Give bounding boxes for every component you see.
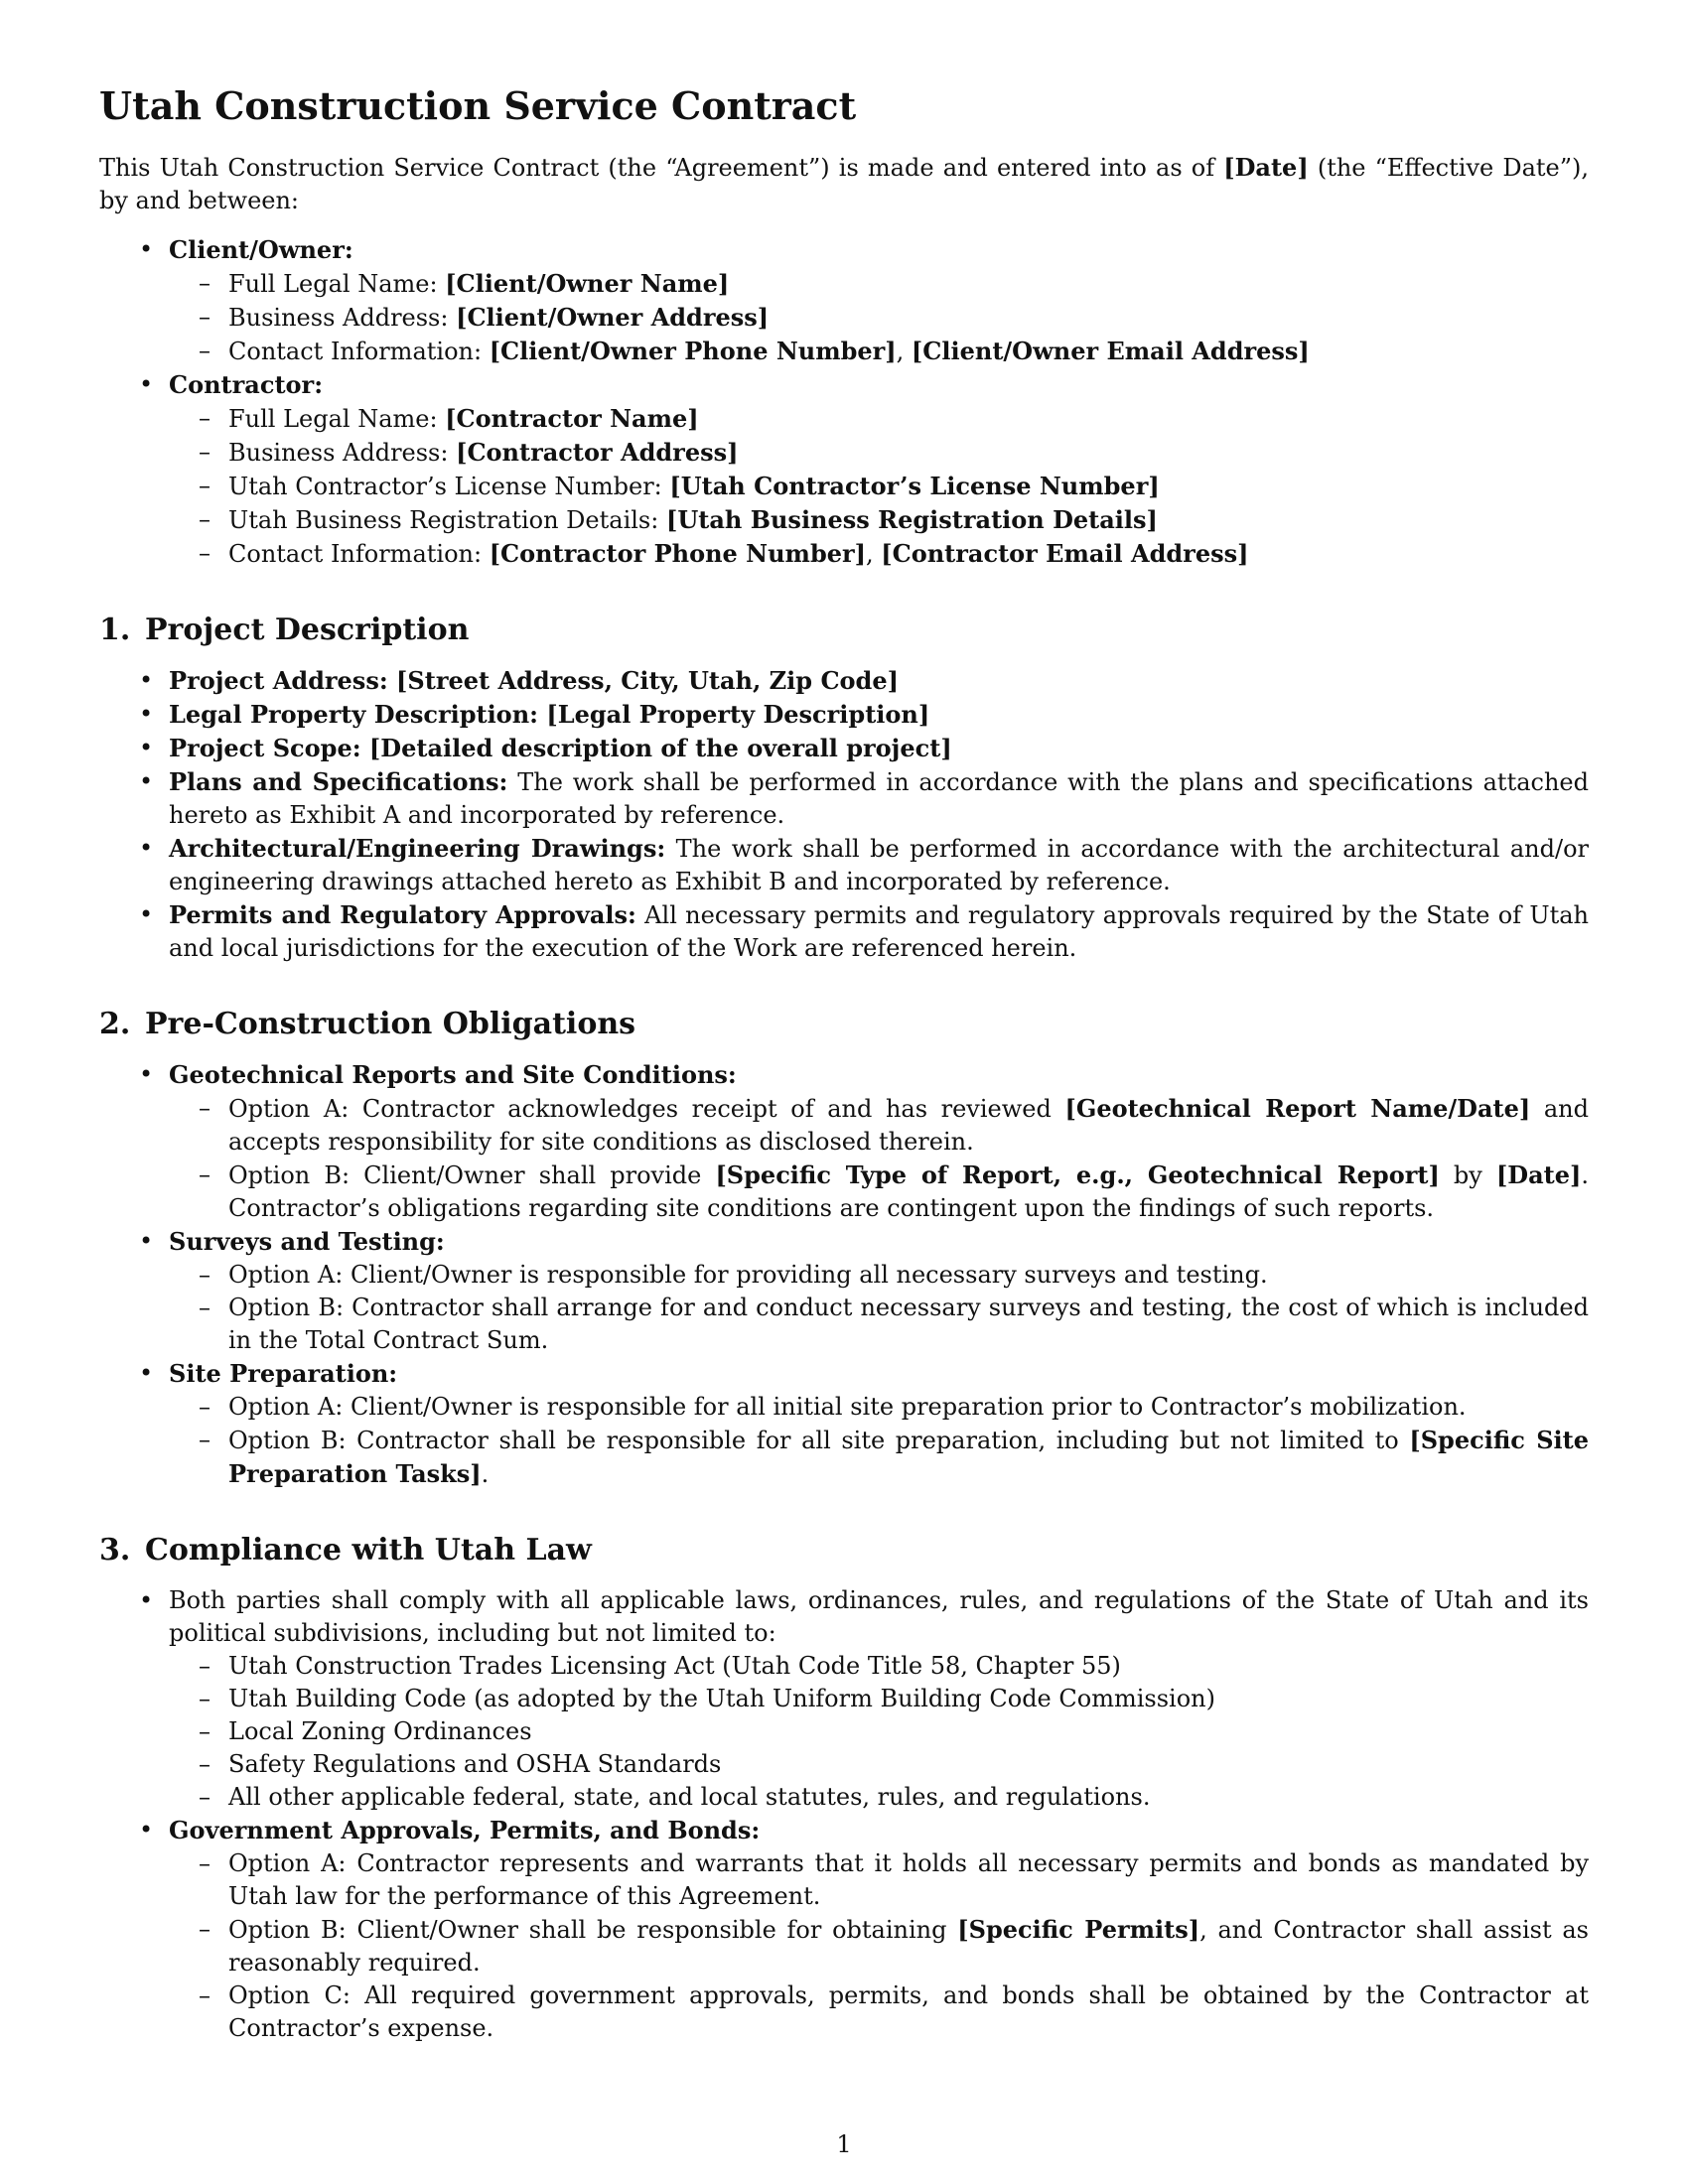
list-item: – Option C: All required government approvals, permits, and bonds shall be obtained by the Contractor at Contractor’s expense. (169, 1979, 1589, 2045)
list-item: • Plans and Specifications: The work shall be performed in accordance with the plans and specifications attached hereto as Exhibit A and incorporated by reference. (99, 765, 1589, 832)
list-item: • Geotechnical Reports and Site Conditions: – Option A: Contractor acknowledges receipt of and has reviewed [Geotechnical Report Name/Date] and accepts responsibility for site conditions as disclosed therein. – Option B: Client/Owner shall provide [Specific Type of Report, e.g., Geotechnical Report] by [Date]. Contractor’s obligations regarding site conditions are contingent upon the findings of such reports. (99, 1058, 1589, 1225)
list-item: – Utah Construction Trades Licensing Act (Utah Code Title 58, Chapter 55) (169, 1650, 1589, 1683)
list-item: • Project Address: [Street Address, City, Utah, Zip Code] (99, 664, 1589, 698)
list-item: – All other applicable federal, state, and local statutes, rules, and regulations. (169, 1781, 1589, 1814)
list-item: – Full Legal Name: [Client/Owner Name] (169, 267, 1589, 301)
party-label: Client/Owner: (169, 235, 353, 264)
page-number: 1 (836, 2130, 852, 2158)
list-item: – Utah Contractor’s License Number: [Utah Contractor’s License Number] (169, 470, 1589, 503)
list-item: • Architectural/Engineering Drawings: The work shall be performed in accordance with the architectural and/or engineering drawings attached hereto as Exhibit B and incorporated by reference. (99, 832, 1589, 898)
list-item: – Option B: Contractor shall be responsible for all site preparation, including but not limited to [Specific Site Preparation Tasks]. (169, 1424, 1589, 1491)
list-item: • Both parties shall comply with all applicable laws, ordinances, rules, and regulations of the State of Utah and its political subdivisions, including but not limited to: – Utah Construction Trades Licensing Act (Utah Code Title 58, Chapter 55) – Utah Building Code (as adopted by the Utah Uniform Building Code Commission) – Local Zoning Ordinances – Safety Regulations and OSHA Standards – All other applicable federal, state, and local statutes, rules, and regulations. (99, 1584, 1589, 1814)
list-item: – Business Address: [Contractor Address] (169, 436, 1589, 470)
list-item: • Project Scope: [Detailed description of the overall project] (99, 732, 1589, 765)
section-heading-project-description: 1. Project Description (99, 613, 470, 647)
list-item: – Safety Regulations and OSHA Standards (169, 1748, 1589, 1781)
party-label: Contractor: (169, 370, 324, 399)
list-item: – Business Address: [Client/Owner Address] (169, 301, 1589, 335)
list-item: • Legal Property Description: [Legal Property Description] (99, 698, 1589, 732)
list-item: – Contact Information: [Client/Owner Phone Number], [Client/Owner Email Address] (169, 335, 1589, 368)
list-item: – Full Legal Name: [Contractor Name] (169, 402, 1589, 436)
intro-paragraph: This Utah Construction Service Contract (the “Agreement”) is made and entered into as of [Date] (the “Effective Date”), by and between: (99, 153, 1589, 214)
compliance-list (99, 1584, 1589, 2045)
list-item: • Site Preparation: – Option A: Client/Owner is responsible for all initial site preparation prior to Contractor’s mobilization. – Option B: Contractor shall be responsible for all site preparation, including but not limited to [Specific Site Preparation Tasks]. (99, 1357, 1589, 1491)
document-title: Utah Construction Service Contract (99, 83, 857, 128)
party-client-owner (99, 233, 1589, 368)
pre-construction-list (99, 1058, 1589, 1491)
document-content (99, 83, 1589, 2045)
list-item: – Contact Information: [Contractor Phone Number], [Contractor Email Address] (169, 537, 1589, 571)
parties-list (99, 233, 1589, 571)
list-item: – Local Zoning Ordinances (169, 1715, 1589, 1748)
list-item: – Utah Building Code (as adopted by the Utah Uniform Building Code Commission) (169, 1683, 1589, 1715)
list-item: • Surveys and Testing: – Option A: Client/Owner is responsible for providing all necessary surveys and testing. – Option B: Contractor shall arrange for and conduct necessary surveys and testing, the cost of which is included in the Total Contract Sum. (99, 1225, 1589, 1357)
section-heading-compliance: 3. Compliance with Utah Law (99, 1533, 592, 1568)
section-heading-pre-construction: 2. Pre-Construction Obligations (99, 1007, 636, 1041)
list-item: – Option B: Client/Owner shall be responsible for obtaining [Specific Permits], and Contractor shall assist as reasonably required. (169, 1913, 1589, 1979)
list-item: – Option B: Contractor shall arrange for and conduct necessary surveys and testing, the cost of which is included in the Total Contract Sum. (169, 1292, 1589, 1357)
list-item: • Government Approvals, Permits, and Bonds: – Option A: Contractor represents and warrants that it holds all necessary permits and bonds as mandated by Utah law for the performance of this Agreement. – Option B: Client/Owner shall be responsible for obtaining [Specific Permits], and Contractor shall assist as reasonably required. – Option C: All required government approvals, permits, and bonds shall be obtained by the Contractor at Contractor’s expense. (99, 1814, 1589, 2045)
list-item: – Option A: Client/Owner is responsible for all initial site preparation prior to Contractor’s mobilization. (169, 1391, 1589, 1424)
list-item: • Permits and Regulatory Approvals: All necessary permits and regulatory approvals required by the State of Utah and local jurisdictions for the execution of the Work are referenced herein. (99, 898, 1589, 965)
list-item: – Utah Business Registration Details: [Utah Business Registration Details] (169, 503, 1589, 537)
list-item: – Option A: Contractor acknowledges receipt of and has reviewed [Geotechnical Report Name/Date] and accepts responsibility for site conditions as disclosed therein. (169, 1092, 1589, 1159)
list-item: – Option A: Client/Owner is responsible for providing all necessary surveys and testing. (169, 1259, 1589, 1292)
list-item: – Option B: Client/Owner shall provide [Specific Type of Report, e.g., Geotechnical Report] by [Date]. Contractor’s obligations regarding site conditions are contingent upon the findings of such reports. (169, 1159, 1589, 1225)
party-contractor (99, 368, 1589, 571)
list-item: – Option A: Contractor represents and warrants that it holds all necessary permits and bonds as mandated by Utah law for the performance of this Agreement. (169, 1847, 1589, 1913)
project-description-list (99, 664, 1589, 965)
